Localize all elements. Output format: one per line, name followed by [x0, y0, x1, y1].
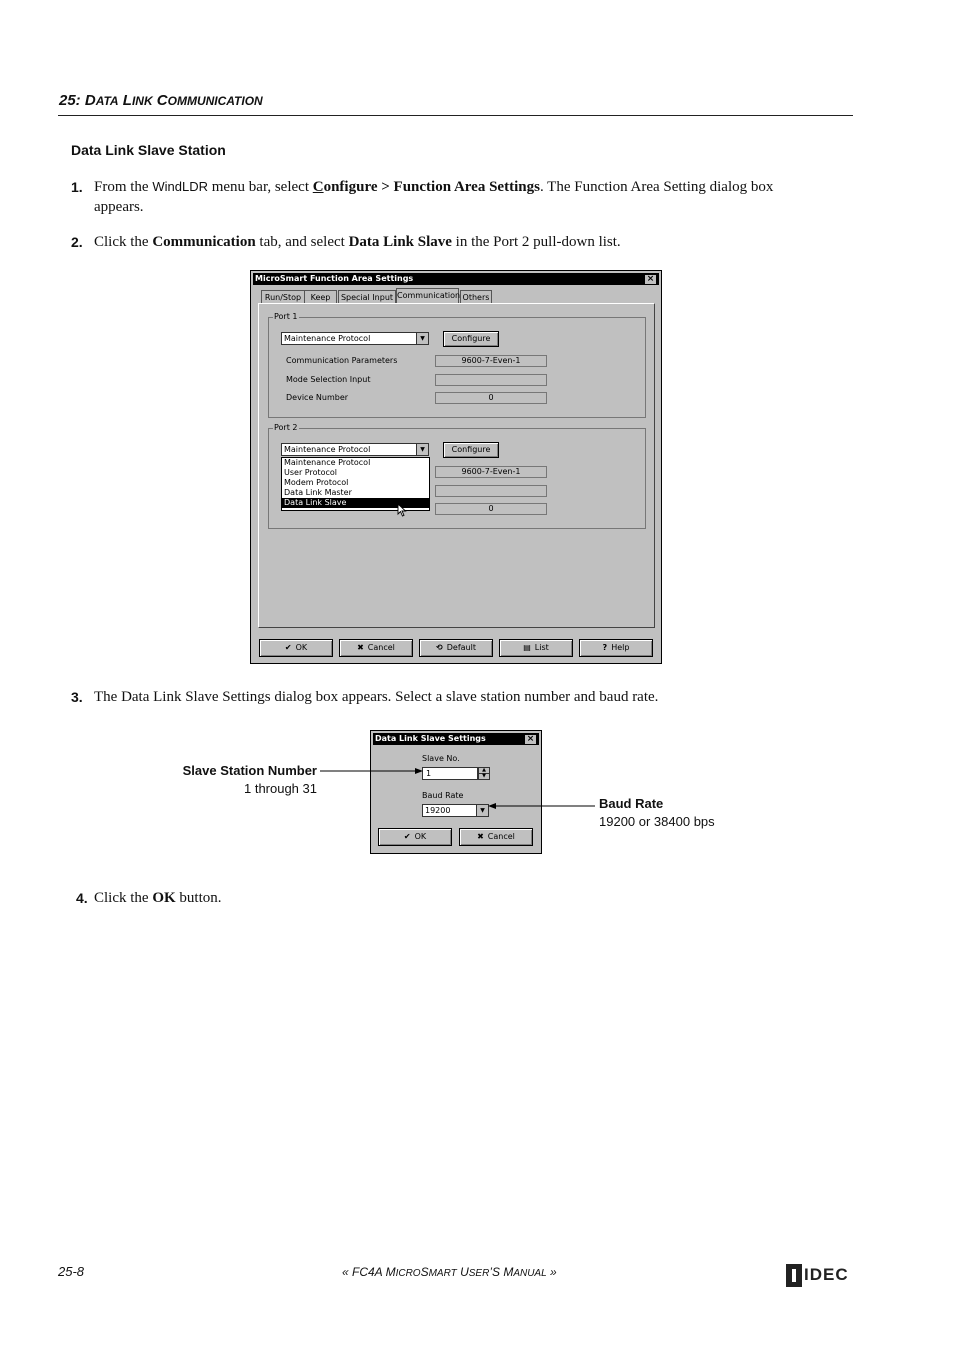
step-2	[71, 232, 831, 252]
ok-button[interactable]: ✔ OK	[378, 828, 452, 846]
step-text: Click the OK button.	[94, 890, 222, 906]
function-area-settings-dialog	[250, 270, 662, 664]
port1-group	[268, 312, 646, 418]
spin-up-icon[interactable]: ▲	[482, 767, 486, 773]
port1-legend: Port 1	[274, 312, 298, 321]
list-button[interactable]: ▤ List	[499, 639, 573, 657]
spin-down-icon[interactable]: ▼	[479, 773, 489, 779]
slave-station-callout-arrow	[320, 764, 425, 780]
close-icon[interactable]: ×	[524, 734, 537, 745]
header-rule	[58, 115, 853, 116]
x-icon: ✖	[357, 643, 364, 652]
port2-protocol-dropdown-list	[281, 457, 430, 511]
mode-selection-label: Mode Selection Input	[286, 375, 371, 384]
baud-rate-callout-values: 19200 or 38400 bps	[599, 814, 715, 829]
slave-no-label: Slave No.	[422, 754, 460, 763]
step-4	[76, 888, 476, 908]
comm-params-label: Communication Parameters	[286, 356, 398, 365]
step-1	[71, 177, 831, 217]
communication-panel	[258, 303, 655, 628]
dropdown-option[interactable]: Modem Protocol	[284, 478, 349, 487]
step-text: Click the Communication tab, and select Data Link Slave in the Port 2 pull-down list.	[94, 234, 621, 250]
cancel-button[interactable]: ✖ Cancel	[459, 828, 533, 846]
port2-legend: Port 2	[274, 423, 298, 432]
manual-title: « FC4A MICROSMART USER’S MANUAL »	[342, 1265, 557, 1279]
port1-device-number-field: 0	[435, 392, 547, 404]
default-icon: ⟲	[436, 643, 443, 652]
dropdown-option[interactable]: Data Link Master	[284, 488, 352, 497]
data-link-slave-settings-dialog	[370, 730, 542, 854]
step-text: From the WindLDR menu bar, select Configure > Function Area Settings. The Function Area Setting dialog box appears.	[94, 179, 774, 215]
section-title: Data Link Slave Station	[71, 142, 226, 158]
port1-protocol-select[interactable]: Maintenance Protocol ▼	[281, 332, 429, 345]
port2-configure-button[interactable]: Configure	[443, 442, 499, 458]
help-icon: ?	[602, 643, 608, 652]
tab-run-stop[interactable]: Run/Stop	[261, 290, 305, 304]
slave-no-input[interactable]: 1	[422, 767, 478, 780]
page-number: 25-8	[58, 1264, 85, 1279]
step-number: 3.	[71, 689, 83, 705]
dropdown-option[interactable]: User Protocol	[284, 468, 338, 477]
step-number: 2.	[71, 234, 83, 250]
port2-device-number-field: 0	[435, 503, 547, 515]
baud-rate-select[interactable]: 19200 ▼	[422, 804, 489, 817]
chevron-down-icon: ▼	[416, 333, 428, 344]
tab-special-input[interactable]: Special Input	[338, 290, 396, 304]
step-3	[71, 687, 831, 707]
chapter-header: 25: DATA LINK COMMUNICATION	[59, 92, 263, 109]
mouse-pointer-icon	[397, 503, 407, 517]
device-number-label: Device Number	[286, 393, 349, 402]
tab-keep[interactable]: Keep	[304, 290, 337, 304]
dialog-titlebar: Data Link Slave Settings ×	[373, 733, 539, 745]
step-number: 1.	[71, 179, 83, 195]
port2-comm-params-field: 9600-7-Even-1	[435, 466, 547, 478]
checkmark-icon: ✔	[284, 643, 292, 652]
port1-mode-selection-field	[435, 374, 547, 386]
help-button[interactable]: ? Help	[579, 639, 653, 657]
close-icon[interactable]: ×	[644, 274, 657, 285]
chevron-down-icon: ▼	[476, 805, 488, 816]
x-icon: ✖	[477, 832, 484, 841]
dropdown-option-selected[interactable]: Data Link Slave	[282, 498, 429, 508]
tab-communication[interactable]: Communication	[396, 288, 459, 304]
default-button[interactable]: ⟲ Default	[419, 639, 493, 657]
baud-rate-label: Baud Rate	[422, 791, 464, 800]
baud-rate-callout-title: Baud Rate	[599, 796, 664, 811]
slave-no-spinner[interactable]	[478, 767, 490, 780]
dialog-titlebar: MicroSmart Function Area Settings ×	[253, 273, 659, 285]
port2-group	[268, 423, 646, 529]
port2-mode-selection-field	[435, 485, 547, 497]
dropdown-option[interactable]: Maintenance Protocol	[284, 458, 371, 467]
checkmark-icon: ✔	[403, 832, 411, 841]
ok-button[interactable]: ✔ OK	[259, 639, 333, 657]
list-icon: ▤	[523, 643, 531, 652]
idec-logo-text: IDEC	[804, 1265, 849, 1284]
tab-others[interactable]: Others	[460, 290, 492, 304]
port1-configure-button[interactable]: Configure	[443, 331, 499, 347]
port2-protocol-select[interactable]: Maintenance Protocol ▼	[281, 443, 429, 456]
cancel-button[interactable]: ✖ Cancel	[339, 639, 413, 657]
baud-rate-callout-arrow	[488, 799, 596, 813]
chevron-down-icon: ▼	[416, 444, 428, 455]
step-text: The Data Link Slave Settings dialog box appears. Select a slave station number and baud rate.	[94, 689, 659, 705]
tab-strip	[259, 290, 659, 304]
slave-station-callout-title: Slave Station Number	[182, 763, 317, 778]
idec-logo-mark	[786, 1264, 802, 1287]
slave-station-callout-range: 1 through 31	[243, 781, 317, 796]
step-number: 4.	[76, 890, 88, 906]
port1-comm-params-field: 9600-7-Even-1	[435, 355, 547, 367]
